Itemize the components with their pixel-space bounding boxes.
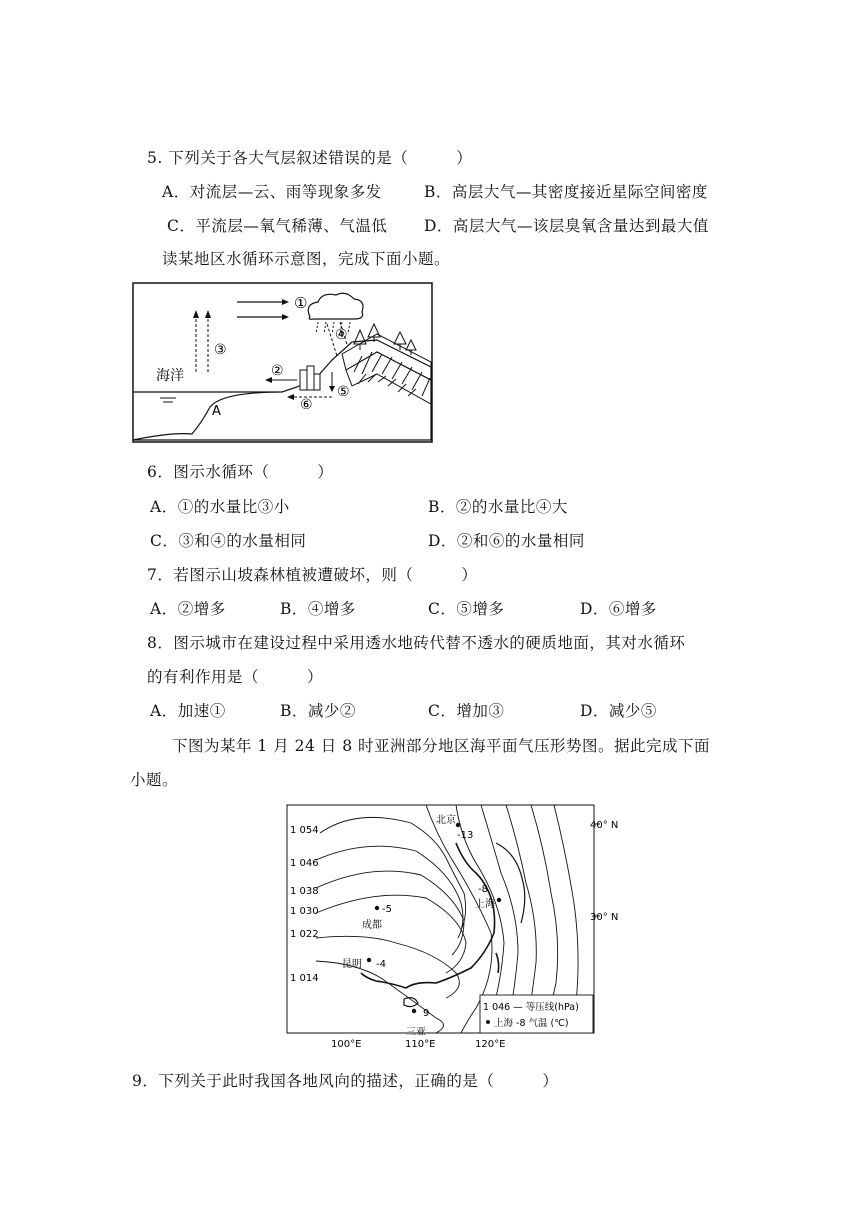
city-dot-chengdu: [375, 906, 379, 910]
legend-city-dot: [486, 1020, 490, 1024]
q6-option-d: D．②和⑥的水量相同: [428, 532, 585, 550]
q8-option-d: D．减少⑤: [580, 702, 657, 720]
q6-option-a: A．①的水量比③小: [150, 498, 290, 516]
intro-water-cycle: 读某地区水循环示意图，完成下面小题。: [162, 250, 451, 268]
q8-option-c: C．增加③: [428, 702, 505, 720]
marker-3: ③: [214, 342, 227, 358]
q7-option-c: C．⑤增多: [428, 600, 505, 618]
city-temp-kunming: -4: [376, 959, 386, 970]
city-temp-chengdu: -5: [382, 904, 392, 915]
city-dot-sanya: [412, 1009, 416, 1013]
intro-pressure-map-line1: 下图为某年 1 月 24 日 8 时亚洲部分地区海平面气压形势图。据此完成下面: [172, 737, 711, 755]
q8-stem-line1: 8．图示城市在建设过程中采用透水地砖代替不透水的硬质地面，其对水循环: [147, 634, 686, 652]
q8-stem-line2: 的有利作用是（ ）: [147, 668, 324, 686]
q5-option-d: D．高层大气—该层臭氧含量达到最大值: [424, 217, 709, 235]
marker-6: ⑥: [300, 397, 313, 413]
marker-1: ①: [294, 294, 308, 312]
q7-stem: 7．若图示山坡森林植被遭破坏，则（ ）: [147, 566, 478, 584]
q5-option-c: C．平流层—氧气稀薄、气温低: [167, 217, 388, 235]
marker-5: ⑤: [337, 384, 350, 400]
lon-label-100e: 100°E: [331, 1039, 362, 1050]
marker-4: ④: [335, 327, 348, 343]
city-name-beijing: 北京: [436, 815, 456, 826]
city-name-sanya: 三亚: [406, 1027, 426, 1038]
lat-label-30n: 30° N: [590, 912, 619, 923]
isobar-label-1022: 1 022: [290, 929, 319, 940]
q5-stem: 5. 下列关于各大气层叙述错误的是（ ）: [147, 149, 473, 167]
q6-option-b: B．②的水量比④大: [428, 498, 568, 516]
q6-stem: 6．图示水循环（ ）: [147, 463, 334, 481]
city-temp-sanya: 9: [423, 1008, 430, 1019]
isobar-label-1030: 1 030: [290, 906, 319, 917]
city-name-shanghai: 上海: [475, 899, 495, 910]
q6-option-c: C．③和④的水量相同: [150, 532, 307, 550]
q7-option-d: D．⑥增多: [580, 600, 657, 618]
isobar-label-1038: 1 038: [290, 886, 319, 897]
legend-isobar: 1 046 — 等压线(hPa): [483, 1002, 579, 1013]
q5-option-a: A．对流层—云、雨等现象多发: [162, 183, 382, 201]
isobar-label-1054: 1 054: [290, 825, 319, 836]
q7-option-a: A．②增多: [150, 600, 226, 618]
lon-label-120e: 120°E: [475, 1039, 506, 1050]
city-name-kunming: 昆明: [342, 959, 362, 970]
city-dot-kunming: [367, 958, 371, 962]
q7-option-b: B．④增多: [280, 600, 356, 618]
lat-label-40n: 40° N: [590, 820, 619, 831]
lon-label-110e: 110°E: [405, 1039, 436, 1050]
marker-2: ②: [271, 363, 284, 379]
city-name-chengdu: 成都: [362, 920, 382, 931]
city-temp-shanghai: -8: [478, 884, 488, 895]
ocean-label: 海洋: [156, 368, 184, 384]
city-dot-shanghai: [497, 898, 501, 902]
isobar-label-1046: 1 046: [290, 858, 319, 869]
pressure-map-figure: [286, 803, 626, 1053]
city-temp-beijing: -13: [457, 830, 474, 841]
intro-pressure-map-line2: 小题。: [130, 771, 179, 789]
q8-option-a: A．加速①: [150, 702, 226, 720]
q9-stem: 9．下列关于此时我国各地风向的描述，正确的是（ ）: [132, 1072, 559, 1090]
legend-temp: 上海 -8 气温 (℃): [494, 1018, 569, 1029]
q5-option-b: B．高层大气—其密度接近星际空间密度: [424, 183, 708, 201]
city-dot-beijing: [456, 823, 460, 827]
isobar-label-1014: 1 014: [290, 973, 319, 984]
q8-option-b: B．减少②: [280, 702, 356, 720]
point-a-label: A: [212, 404, 221, 419]
water-cycle-figure: [132, 282, 433, 443]
